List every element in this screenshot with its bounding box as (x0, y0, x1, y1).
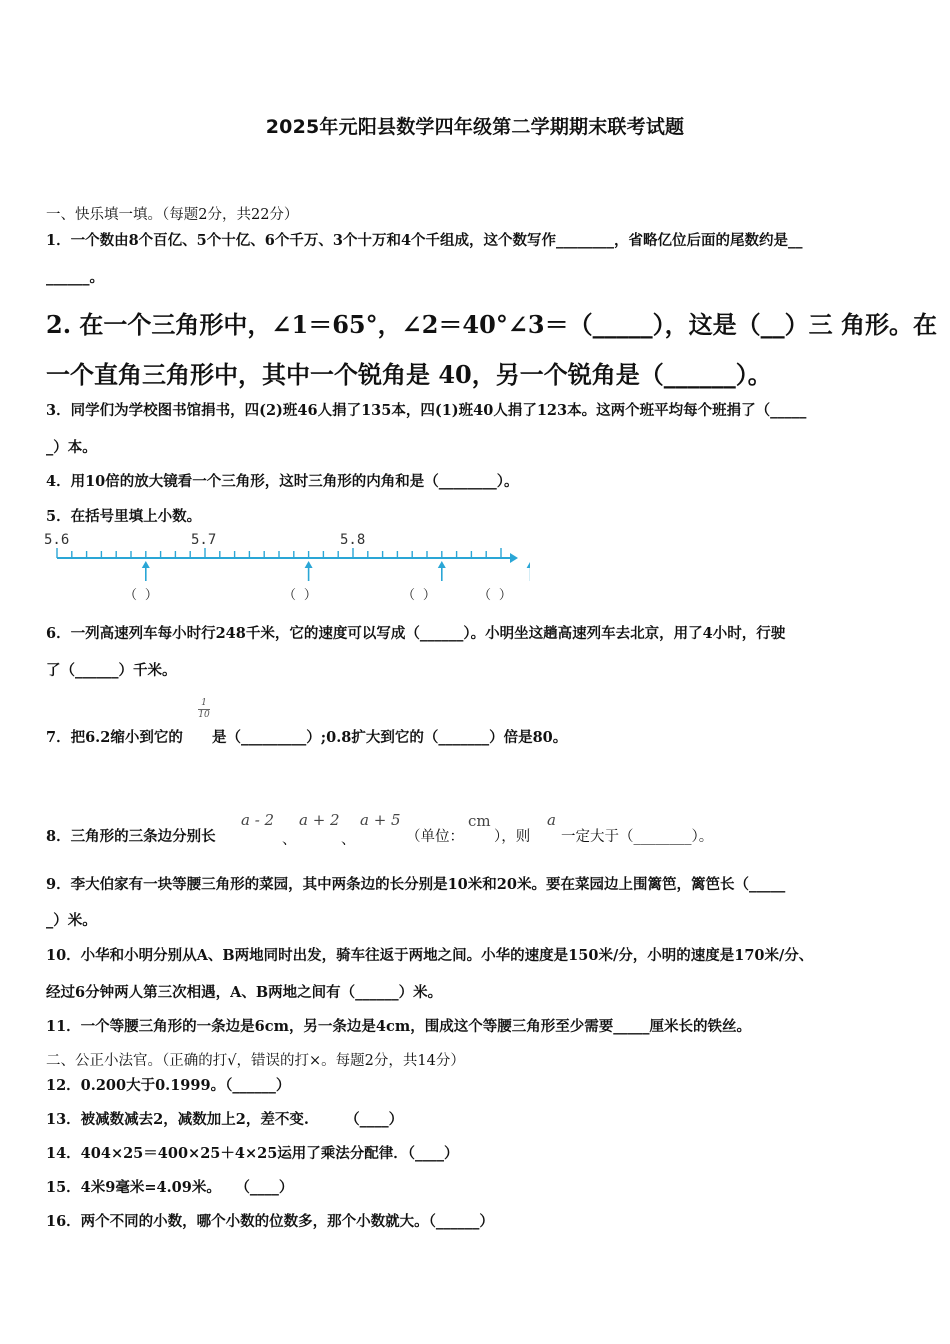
expression-a-plus-2: a + 2 (299, 811, 340, 829)
number-line-pointer-arrow (305, 561, 313, 581)
question-16: 16．两个不同的小数，哪个小数的位数多，那个小数就大。（______） (46, 1213, 494, 1230)
question-6-line-1: 6．一列高速列车每小时行248千米，它的速度可以写成（______）。小明坐这趟高速列车去北京，用了4小时，行驶 (46, 625, 786, 642)
separator-1: 、 (282, 832, 297, 848)
number-line-blank-4: （ ） (478, 588, 512, 603)
unit-label: （单位： (406, 829, 464, 845)
number-line-pointer-arrow (527, 561, 530, 581)
variable-a: a (547, 811, 556, 829)
question-4: 4．用10倍的放大镜看一个三角形，这时三角形的内角和是（________）。 (46, 473, 519, 490)
question-5: 5．在括号里填上小数。 (46, 508, 202, 525)
question-14: 14．404×25＝400×25＋4×25运用了乘法分配律．（____） (46, 1145, 459, 1162)
unit-cm: cm (468, 812, 491, 830)
question-1-line-1: 1．一个数由8个百亿、5个十亿、6个千万、3个十万和4个千组成，这个数写作________，省略亿位后面的尾数约是__ (46, 232, 803, 249)
question-3-line-2: _）本。 (46, 439, 97, 456)
number-line-label-1: 5.6 (44, 532, 70, 548)
expression-a-plus-5: a + 5 (360, 811, 401, 829)
question-7-part-2: 是（_________）;0.8扩大到它的（_______）倍是80。 (212, 729, 568, 746)
question-10-line-2: 经过6分钟两人第三次相遇，A、B两地之间有（______）米。 (46, 984, 443, 1001)
fraction-denominator: 10 (198, 710, 210, 720)
question-8-part-2: ），则 (494, 829, 531, 845)
question-10-line-1: 10．小华和小明分别从A、B两地同时出发，骑车往返于两地之间。小华的速度是150米/分，小明的速度是170米/分、 (46, 947, 814, 964)
page-title: 2025年元阳县数学四年级第二学期期末联考试题 (265, 116, 685, 138)
number-line-pointer-arrow (438, 561, 446, 581)
question-9-line-1: 9．李大伯家有一块等腰三角形的菜园，其中两条边的长分别是10米和20米。要在菜园边上围篱笆，篱笆长（_____ (46, 876, 786, 893)
number-line-label-3: 5.8 (340, 532, 366, 548)
number-line-ticks (57, 548, 501, 558)
fraction-numerator: 1 (201, 698, 207, 708)
number-line-arrowhead (510, 553, 518, 563)
number-line-label-2: 5.7 (191, 532, 217, 548)
number-line-blank-2: （ ） (283, 588, 317, 603)
number-line-blank-1: （ ） (124, 588, 158, 603)
question-7-part-1: 7．把6.2缩小到它的 (46, 729, 183, 746)
section-1-heading: 一、快乐填一填。（每题2分，共22分） (46, 207, 299, 223)
expression-a-minus-2: a - 2 (241, 811, 275, 829)
section-2-heading: 二、公正小法官。（正确的打√，错误的打×。每题2分，共14分） (46, 1053, 465, 1069)
number-line-pointers (142, 561, 530, 581)
question-15: 15．4米9毫米=4.09米。 （____） (46, 1179, 294, 1196)
question-8-part-3: 一定大于（________）。 (561, 829, 714, 845)
question-11: 11．一个等腰三角形的一条边是6cm，另一条边是4cm，围成这个等腰三角形至少需要_____厘米长的铁丝。 (46, 1018, 751, 1035)
question-1-line-2: ______。 (46, 269, 104, 286)
question-13: 13．被减数减去2，减数加上2，差不变. （____） (46, 1111, 404, 1128)
question-2-line-1: 2. 在一个三角形中，∠1＝65°，∠2＝40°∠3＝（_____），这是（__）三 角形。在 (46, 310, 937, 339)
question-9-line-2: _）米。 (46, 912, 97, 929)
question-2-line-2: 一个直角三角形中，其中一个锐角是 40，另一个锐角是（______）。 (46, 360, 772, 389)
number-line-pointer-arrow (142, 561, 150, 581)
fraction-one-tenth (196, 698, 212, 721)
number-line-blank-3: （ ） (402, 588, 436, 603)
question-3-line-1: 3．同学们为学校图书馆捐书，四(2)班46人捐了135本，四(1)班40人捐了123本。这两个班平均每个班捐了（_____ (46, 402, 807, 419)
question-6-line-2: 了（______）千米。 (46, 662, 177, 679)
number-line-figure (40, 528, 530, 608)
question-8-part-1: 8．三角形的三条边分别长 (46, 828, 216, 845)
separator-2: 、 (341, 832, 356, 848)
question-12: 12．0.200大于0.1999。（______） (46, 1077, 291, 1094)
